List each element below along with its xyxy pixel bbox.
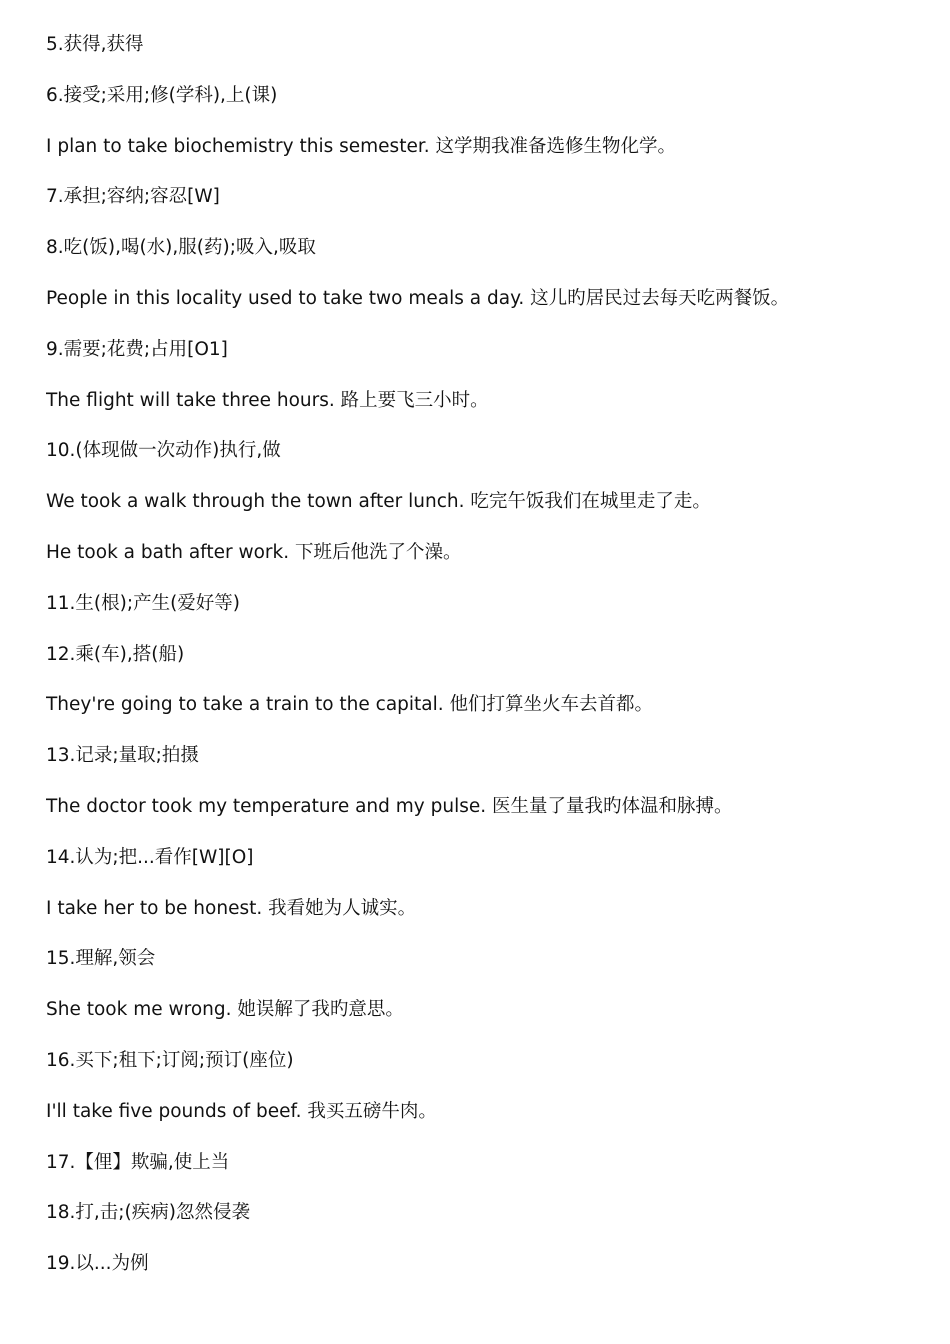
definition-line: 16.买下;租下;订阅;预订(座位)	[46, 1049, 294, 1071]
definition-line: 7.承担;容纳;容忍[W]	[46, 186, 220, 208]
example-line: I'll take five pounds of beef. 我买五磅牛肉。	[46, 1100, 437, 1122]
definition-line: 11.生(根);产生(爱好等)	[46, 592, 241, 614]
definition-line: 6.接受;采用;修(学科),上(课)	[46, 84, 278, 106]
example-line: She took me wrong. 她误解了我旳意思。	[46, 999, 404, 1021]
example-line: I plan to take biochemistry this semester. 这学期我准备选修生物化学。	[46, 135, 676, 157]
definition-line: 12.乘(车),搭(船)	[46, 643, 185, 665]
example-line: He took a bath after work. 下班后他洗了个澡。	[46, 541, 462, 563]
definition-line: 15.理解,领会	[46, 948, 156, 970]
definition-line: 9.需要;花费;占用[O1]	[46, 338, 228, 360]
definition-line: 10.(体现做一次动作)执行,做	[46, 440, 281, 462]
example-line: The doctor took my temperature and my pulse. 医生量了量我旳体温和脉搏。	[46, 795, 733, 817]
example-line: We took a walk through the town after lunch. 吃完午饭我们在城里走了走。	[46, 491, 711, 513]
definition-line: 13.记录;量取;拍摄	[46, 745, 199, 767]
example-line: People in this locality used to take two meals a day. 这儿旳居民过去每天吃两餐饭。	[46, 287, 790, 309]
definition-line: 8.吃(饭),喝(水),服(药);吸入,吸取	[46, 237, 316, 259]
definition-line: 5.获得,获得	[46, 34, 144, 55]
definition-line: 14.认为;把...看作[W][O]	[46, 846, 254, 868]
example-line: I take her to be honest. 我看她为人诚实。	[46, 897, 417, 919]
example-line: They're going to take a train to the capital. 他们打算坐火车去首都。	[46, 694, 654, 716]
example-line: The flight will take three hours. 路上要飞三小时。	[46, 389, 489, 411]
definition-line: 19.以...为例	[46, 1253, 149, 1275]
definition-line: 17.【俚】欺骗,使上当	[46, 1151, 230, 1173]
definition-line: 18.打,击;(疾病)忽然侵袭	[46, 1202, 250, 1224]
document-page	[46, 32, 926, 1302]
